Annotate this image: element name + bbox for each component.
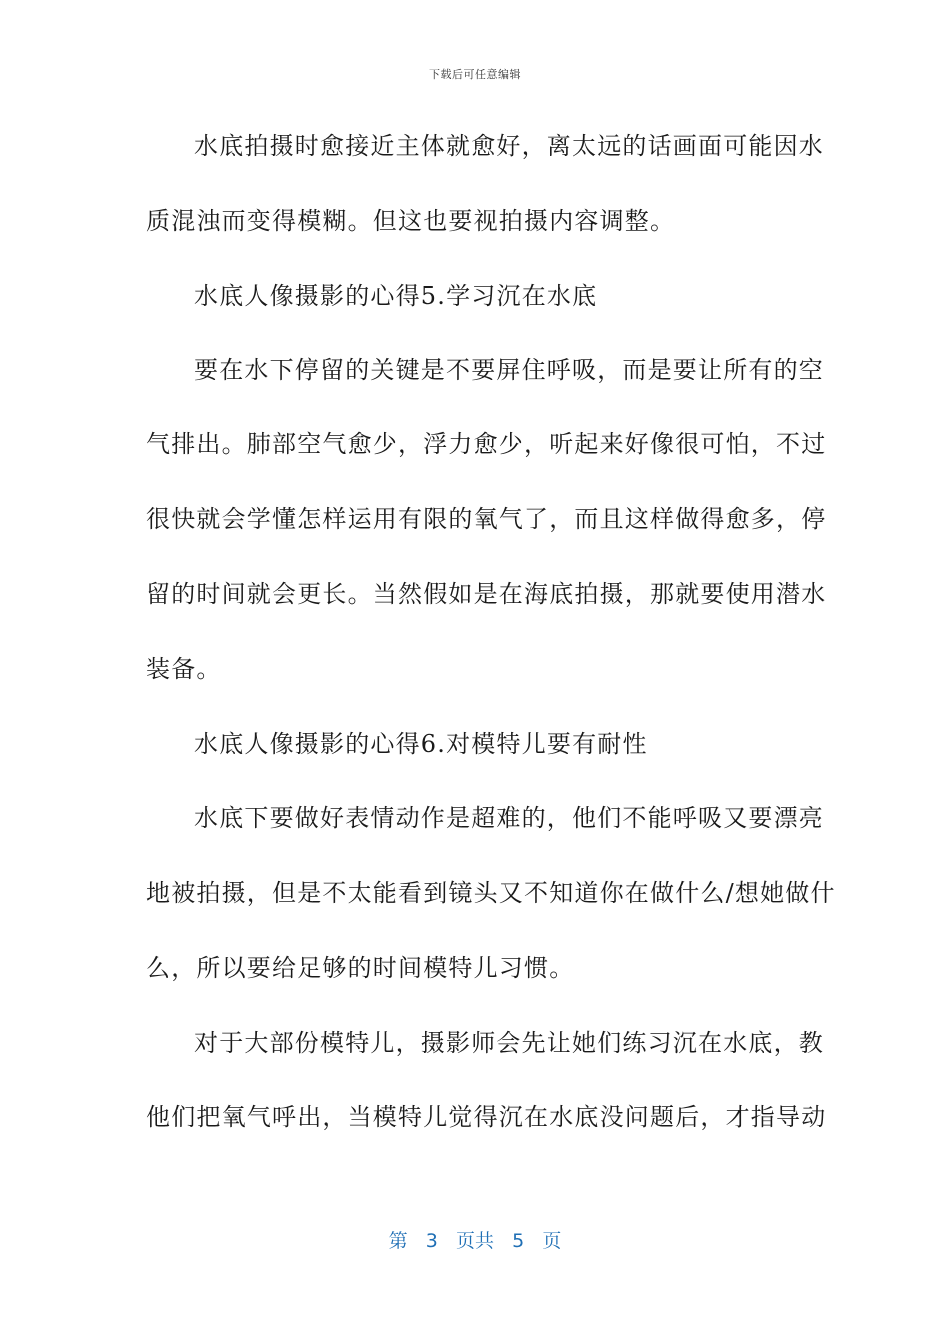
paragraph-line: 他们把氧气呼出，当模特儿觉得沉在水底没问题后，才指导动 (146, 1103, 827, 1131)
paragraph-line: 么，所以要给足够的时间模特儿习惯。 (146, 954, 575, 982)
paragraph-line: 气排出。肺部空气愈少，浮力愈少，听起来好像很可怕，不过 (146, 430, 827, 458)
paragraph-line: 装备。 (146, 655, 222, 683)
page-footer (0, 1226, 950, 1253)
section-heading: 水底人像摄影的心得5.学习沉在水底 (194, 282, 598, 310)
paragraph-line: 要在水下停留的关键是不要屏住呼吸，而是要让所有的空 (194, 356, 824, 384)
footer-suffix: 页 (542, 1230, 562, 1252)
paragraph-line: 水底拍摄时愈接近主体就愈好，离太远的话画面可能因水 (194, 132, 824, 160)
paragraph-line: 对于大部份模特儿，摄影师会先让她们练习沉在水底，教 (194, 1029, 824, 1057)
footer-total-pages: 5 (512, 1230, 525, 1252)
paragraph-line: 留的时间就会更长。当然假如是在海底拍摄，那就要使用潜水 (146, 580, 827, 608)
paragraph-line: 很快就会学懂怎样运用有限的氧气了，而且这样做得愈多，停 (146, 505, 827, 533)
paragraph-line: 地被拍摄，但是不太能看到镜头又不知道你在做什么/想她做什 (146, 879, 836, 907)
header-note: 下载后可任意编辑 (429, 68, 521, 81)
footer-middle: 页共 (455, 1230, 494, 1252)
section-heading: 水底人像摄影的心得6.对模特儿要有耐性 (194, 730, 648, 758)
footer-prefix: 第 (388, 1230, 408, 1252)
paragraph-line: 水底下要做好表情动作是超难的，他们不能呼吸又要漂亮 (194, 804, 824, 832)
paragraph-line: 质混浊而变得模糊。但这也要视拍摄内容调整。 (146, 207, 676, 235)
footer-current-page: 3 (425, 1230, 438, 1252)
